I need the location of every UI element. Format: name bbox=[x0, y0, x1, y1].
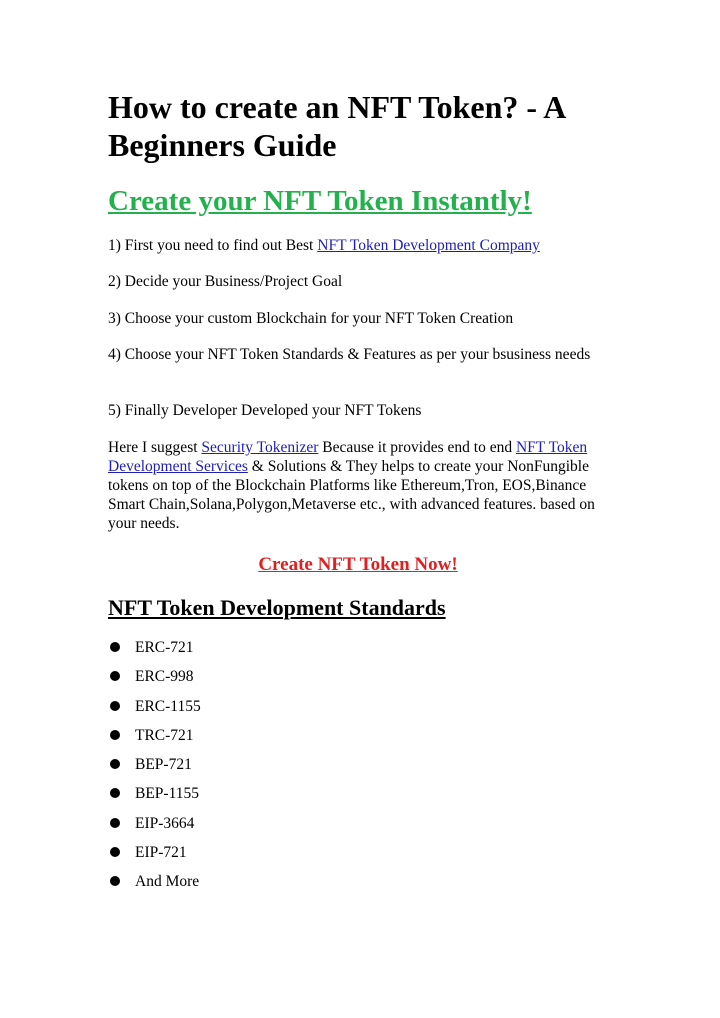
list-item-label: BEP-721 bbox=[135, 756, 192, 774]
cta-container bbox=[108, 553, 608, 577]
list-item-label: EIP-721 bbox=[135, 844, 187, 862]
list-item-label: ERC-1155 bbox=[135, 697, 201, 715]
nft-development-services-link[interactable]: NFT Token Development Services bbox=[108, 439, 588, 475]
list-item-label: ERC-998 bbox=[135, 668, 194, 686]
bullet-icon bbox=[110, 701, 120, 711]
step-4: 4) Choose your NFT Token Standards & Features as per your bsusiness needs bbox=[108, 346, 591, 363]
step-1 bbox=[108, 236, 608, 255]
step-1-text: 1) First you need to find out Best bbox=[108, 237, 318, 254]
standards-heading: NFT Token Development Standards bbox=[108, 595, 446, 620]
list-item-label: ERC-721 bbox=[135, 639, 194, 656]
create-token-instantly-link[interactable]: Create your NFT Token Instantly! bbox=[108, 185, 532, 217]
bullet-icon bbox=[110, 642, 120, 652]
bullet-icon bbox=[110, 730, 120, 740]
bullet-icon bbox=[110, 759, 120, 769]
create-nft-token-now-link[interactable]: Create NFT Token Now! bbox=[258, 554, 458, 575]
step-3: 3) Choose your custom Blockchain for your NFT Token Creation bbox=[108, 310, 514, 327]
suggestion-paragraph bbox=[108, 438, 608, 533]
suggestion-prefix: Here I suggest bbox=[108, 439, 202, 456]
page-title: How to create an NFT Token? - A Beginners Guide bbox=[108, 89, 565, 163]
list-item-label: EIP-3664 bbox=[135, 814, 195, 832]
list-item-label: TRC-721 bbox=[135, 726, 194, 744]
bullet-icon bbox=[110, 788, 120, 798]
bullet-icon bbox=[110, 818, 120, 828]
suggestion-suffix: & Solutions & They helps to create your NonFungible tokens on top of the Blockchain Platforms like Ethereum,Tron, EOS,Binance Smart Chain,Solana,Polygon,Metaverse etc., with advanced features. based on your needs. bbox=[108, 458, 595, 532]
bullet-icon bbox=[110, 671, 120, 681]
security-tokenizer-link[interactable]: Security Tokenizer bbox=[201, 439, 319, 456]
bullet-icon bbox=[110, 876, 120, 886]
list-item-label: BEP-1155 bbox=[135, 785, 200, 803]
nft-development-company-link[interactable]: NFT Token Development Company bbox=[317, 237, 540, 254]
step-5: 5) Finally Developer Developed your NFT Tokens bbox=[108, 402, 422, 419]
list-item-label: And More bbox=[135, 873, 200, 891]
step-2: 2) Decide your Business/Project Goal bbox=[108, 273, 343, 290]
suggestion-middle: Because it provides end to end bbox=[318, 439, 516, 456]
bullet-icon bbox=[110, 847, 120, 857]
